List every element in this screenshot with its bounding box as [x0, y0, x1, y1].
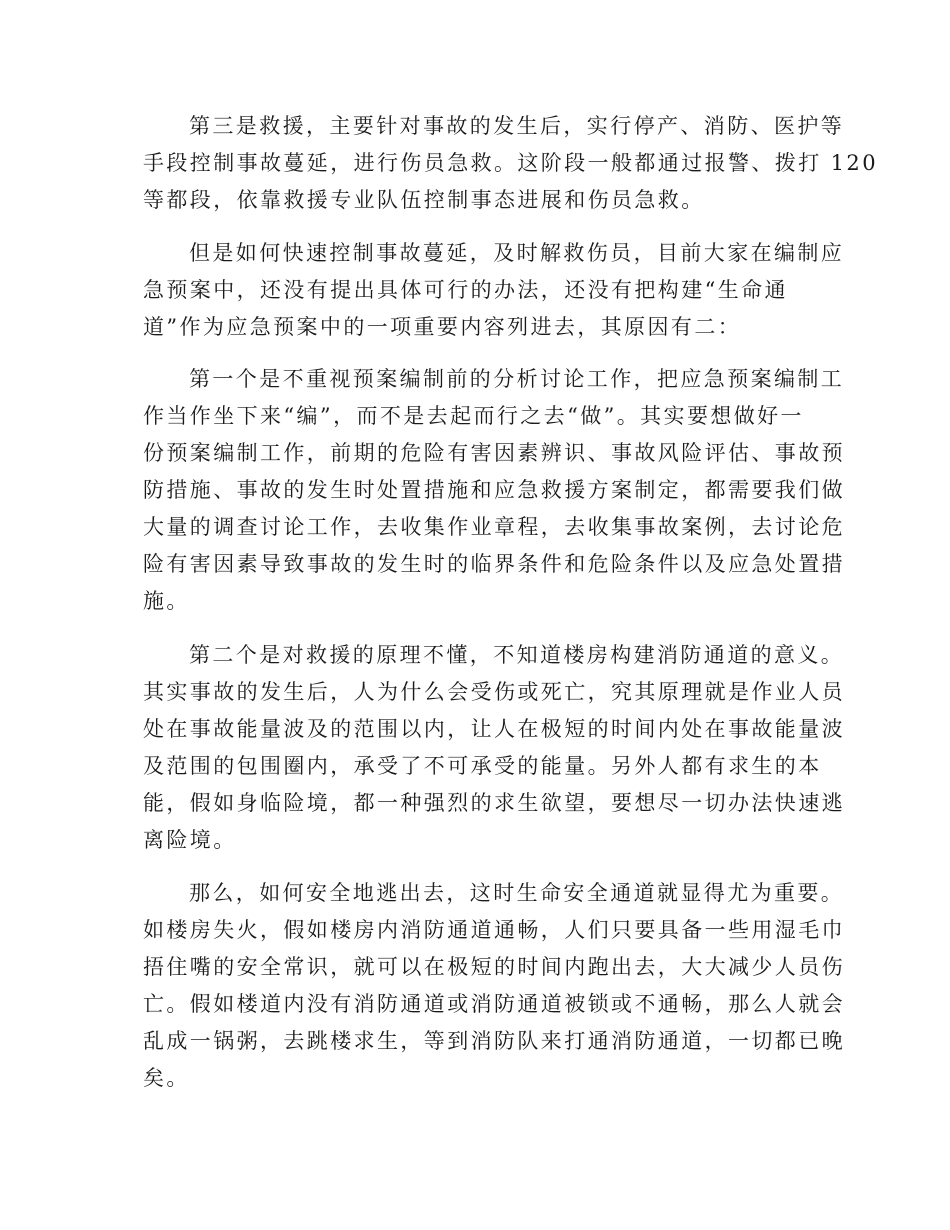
- text-line: 险有害因素导致事故的发生时的临界条件和危险条件以及应急处置措: [143, 552, 845, 576]
- text-line: 那么，如何安全地逃出去，这时生命安全通道就显得尤为重要。: [189, 881, 845, 905]
- text-line: 离险境。: [143, 828, 237, 852]
- text-line: 其实事故的发生后，人为什么会受伤或死亡，究其原理就是作业人员: [143, 680, 845, 704]
- text-line: 捂住嘴的安全常识，就可以在极短的时间内跑出去，大大减少人员伤: [143, 955, 845, 979]
- text-line: 等都段，依靠救援专业队伍控制事态进展和伤员急救。: [143, 188, 705, 212]
- text-line: 第一个是不重视预案编制前的分析讨论工作，把应急预案编制工: [189, 367, 845, 391]
- text-line: 处在事故能量波及的范围以内，让人在极短的时间内处在事故能量波: [143, 717, 845, 741]
- text-line: 手段控制事故蔓延，进行伤员急救。这阶段一般都通过报警、拨打 120: [143, 151, 878, 175]
- text-line: 作当作坐下来“编”，而不是去起而行之去“做”。其实要想做好一: [143, 404, 804, 428]
- text-line: 施。: [143, 589, 190, 613]
- text-line: 第三是救援，主要针对事故的发生后，实行停产、消防、医护等: [189, 114, 845, 138]
- text-line: 能，假如身临险境，都一种强烈的求生欲望，要想尽一切办法快速逃: [143, 791, 845, 815]
- text-line: 大量的调查讨论工作，去收集作业章程，去收集事故案例，去讨论危: [143, 515, 845, 539]
- text-line: 亡。假如楼道内没有消防通道或消防通道被锁或不通畅，那么人就会: [143, 992, 845, 1016]
- document-page: [143, 0, 878, 1230]
- text-line: 防措施、事故的发生时处置措施和应急救援方案制定，都需要我们做: [143, 478, 845, 502]
- text-line: 但是如何快速控制事故蔓延，及时解救伤员，目前大家在编制应: [189, 241, 845, 265]
- text-line: 及范围的包围圈内，承受了不可承受的能量。另外人都有求生的本: [143, 754, 822, 778]
- text-line: 道”作为应急预案中的一项重要内容列进去，其原因有二：: [143, 315, 742, 339]
- text-line: 份预案编制工作，前期的危险有害因素辨识、事故风险评估、事故预: [143, 441, 845, 465]
- text-line: 矣。: [143, 1066, 190, 1090]
- text-line: 第二个是对救援的原理不懂，不知道楼房构建消防通道的意义。: [189, 643, 845, 667]
- text-line: 乱成一锅粥，去跳楼求生，等到消防队来打通消防通道，一切都已晚: [143, 1029, 845, 1053]
- text-line: 如楼房失火，假如楼房内消防通道通畅，人们只要具备一些用湿毛巾: [143, 918, 845, 942]
- text-line: 急预案中，还没有提出具体可行的办法，还没有把构建“生命通: [143, 278, 788, 302]
